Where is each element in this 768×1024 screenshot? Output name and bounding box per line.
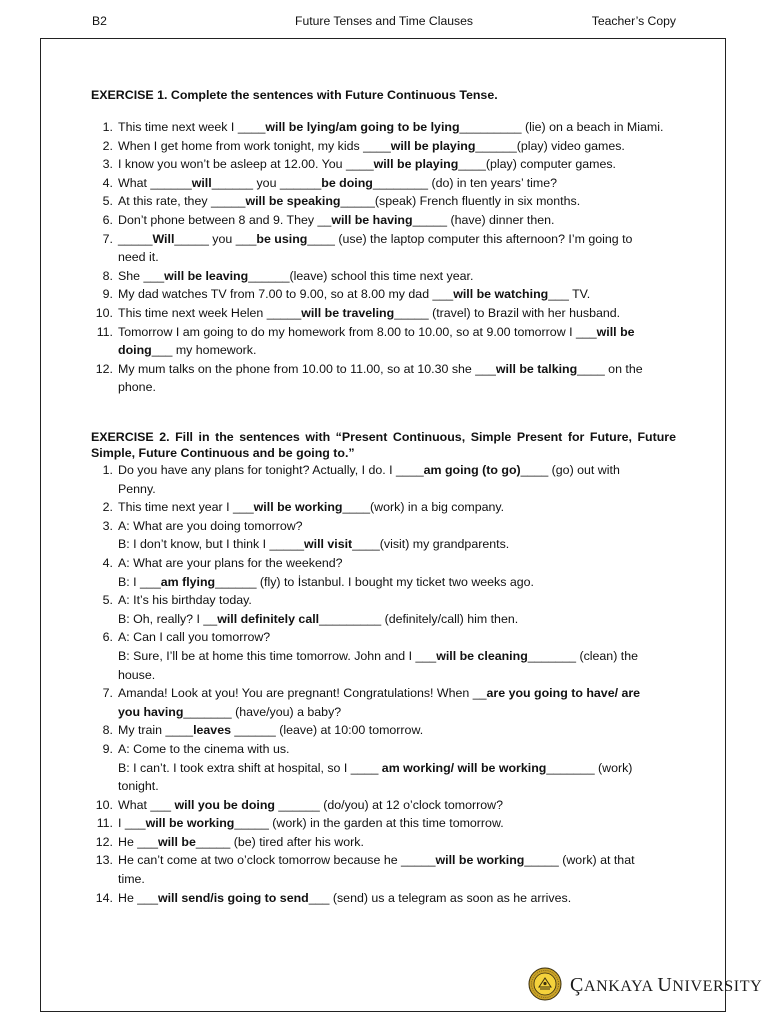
- item-text: [118, 591, 676, 628]
- exercise-1-list: [91, 118, 676, 397]
- answer-text: are you going to have/ are: [486, 686, 641, 701]
- prompt-text: Amanda! Look at you! You are pregnant! Congratulations! When __: [118, 686, 487, 701]
- exercise-2-title: EXERCISE 2. Fill in the sentences with “Present Continuous, Simple Present for Future, Future Simple, Future Continuous and be going to.”: [91, 430, 676, 460]
- item-line: [118, 851, 676, 870]
- item-line: [118, 155, 676, 174]
- item-text: [118, 498, 676, 517]
- prompt-text: She ___: [118, 268, 165, 283]
- item-line: [118, 285, 676, 304]
- prompt-text: ______ (fly) to İstanbul. I bought my ticket two weeks ago.: [215, 574, 534, 589]
- prompt-text: ______ (do/you) at 12 o’clock tomorrow?: [274, 797, 503, 812]
- prompt-text: My dad watches TV from 7.00 to 9.00, so at 8.00 my dad ___: [118, 287, 454, 302]
- list-item: [91, 684, 676, 721]
- exercise-1-title: EXERCISE 1. Complete the sentences with Future Continuous Tense.: [91, 88, 498, 102]
- item-line: [118, 684, 676, 703]
- item-text: [118, 211, 676, 230]
- item-line: [118, 304, 676, 323]
- prompt-text: _________ (definitely/call) him then.: [319, 611, 519, 626]
- prompt-text: _______ (have/you) a baby?: [183, 704, 342, 719]
- item-text: [118, 740, 676, 796]
- answer-text: will send/is going to send: [157, 890, 309, 905]
- header-title: Future Tenses and Time Clauses: [295, 14, 473, 28]
- answer-text: will be playing: [390, 138, 476, 153]
- list-item: [91, 628, 676, 684]
- prompt-text: This time next year I ___: [118, 500, 254, 515]
- list-item: [91, 517, 676, 554]
- item-line: [118, 378, 676, 397]
- list-item: [91, 461, 676, 498]
- prompt-text: ___ (send) us a telegram as soon as he arrives.: [308, 890, 572, 905]
- answer-text: leaves: [193, 723, 231, 738]
- prompt-text: _______ (clean) the: [527, 648, 638, 663]
- item-number: 12.: [95, 834, 113, 849]
- answer-text: will be: [157, 834, 196, 849]
- prompt-text: I ___: [118, 816, 146, 831]
- item-number: 5.: [102, 593, 113, 608]
- item-line: [118, 535, 676, 554]
- item-text: [118, 461, 676, 498]
- answer-text: will visit: [303, 537, 353, 552]
- list-item: [91, 740, 676, 796]
- prompt-text: He ___: [118, 834, 158, 849]
- item-line: [118, 554, 676, 573]
- answer-text: will be leaving: [164, 268, 249, 283]
- answer-text: will be working: [145, 816, 235, 831]
- university-name: ÇANKAYA UNIVERSITY: [570, 974, 763, 996]
- list-item: [91, 889, 676, 908]
- item-line: [118, 796, 676, 815]
- prompt-text: A: What are your plans for the weekend?: [118, 555, 343, 570]
- item-number: 12.: [95, 361, 113, 376]
- item-text: [118, 517, 676, 554]
- item-line: [118, 267, 676, 286]
- prompt-text: _________ (lie) on a beach in Miami.: [459, 120, 664, 134]
- list-item: [91, 591, 676, 628]
- item-number: 10.: [95, 797, 113, 812]
- item-line: [118, 721, 676, 740]
- prompt-text: B: I don’t know, but I think I _____: [118, 537, 304, 552]
- prompt-text: need it.: [118, 250, 159, 265]
- university-seal-icon: [528, 967, 562, 1001]
- item-number: 2.: [102, 500, 113, 515]
- item-line: [118, 230, 676, 249]
- item-line: [118, 777, 676, 796]
- answer-text: will be playing: [373, 157, 459, 172]
- item-number: 10.: [95, 305, 113, 320]
- item-text: [118, 230, 676, 267]
- prompt-text: ____ (go) out with: [520, 463, 620, 477]
- item-line: [118, 480, 676, 499]
- prompt-text: B: I ___: [118, 574, 161, 589]
- item-line: [118, 740, 676, 759]
- item-text: [118, 628, 676, 684]
- answer-text: you having: [118, 704, 184, 719]
- item-text: [118, 814, 676, 833]
- item-line: [118, 461, 676, 480]
- item-line: [118, 591, 676, 610]
- item-line: [118, 610, 676, 629]
- exercise-2-list: [91, 461, 676, 907]
- item-text: [118, 155, 676, 174]
- prompt-text: ______(leave) school this time next year.: [248, 268, 474, 283]
- prompt-text: ______(play) video games.: [475, 138, 625, 153]
- item-number: 14.: [95, 890, 113, 905]
- answer-text: will be working: [435, 853, 525, 868]
- prompt-text: house.: [118, 667, 156, 682]
- item-text: [118, 267, 676, 286]
- level-label: B2: [92, 14, 107, 28]
- answer-text: am flying: [160, 574, 216, 589]
- answer-text: will be working: [253, 500, 343, 515]
- answer-text: be doing: [321, 175, 373, 190]
- item-line: [118, 498, 676, 517]
- item-number: 5.: [102, 194, 113, 209]
- answer-text: will be watching: [453, 287, 549, 302]
- prompt-text: _____: [118, 231, 153, 246]
- item-text: [118, 192, 676, 211]
- item-line: [118, 137, 676, 156]
- item-number: 13.: [95, 853, 113, 868]
- item-number: 2.: [102, 138, 113, 153]
- item-line: [118, 628, 676, 647]
- prompt-text: What ___: [118, 797, 175, 812]
- item-number: 1.: [102, 120, 113, 134]
- list-item: [91, 323, 676, 360]
- item-line: [118, 573, 676, 592]
- prompt-text: ____(play) computer games.: [458, 157, 616, 172]
- item-line: [118, 323, 676, 342]
- answer-text: will be cleaning: [436, 648, 528, 663]
- prompt-text: _____(speak) French fluently in six months.: [340, 194, 581, 209]
- list-item: [91, 498, 676, 517]
- item-line: [118, 211, 676, 230]
- prompt-text: This time next week I ____: [118, 120, 266, 134]
- item-text: [118, 304, 676, 323]
- list-item: [91, 137, 676, 156]
- prompt-text: ____ (use) the laptop computer this afternoon? I’m going to: [307, 231, 633, 246]
- prompt-text: _______ (work): [546, 760, 633, 775]
- item-line: [118, 118, 676, 137]
- prompt-text: At this rate, they _____: [118, 194, 246, 209]
- prompt-text: Do you have any plans for tonight? Actually, I do. I ____: [118, 463, 424, 477]
- item-text: [118, 554, 676, 591]
- list-item: [91, 267, 676, 286]
- item-number: 6.: [102, 630, 113, 645]
- list-item: [91, 230, 676, 267]
- item-number: 7.: [102, 686, 113, 701]
- item-line: [118, 703, 676, 722]
- item-line: [118, 759, 676, 778]
- answer-text: will be talking: [495, 361, 578, 376]
- item-line: [118, 174, 676, 193]
- prompt-text: I know you won’t be asleep at 12.00. You ____: [118, 157, 374, 172]
- prompt-text: Penny.: [118, 481, 156, 496]
- item-number: 11.: [96, 816, 113, 831]
- item-line: [118, 647, 676, 666]
- answer-text: will you be doing: [174, 797, 275, 812]
- list-item: [91, 796, 676, 815]
- answer-text: will definitely call: [217, 611, 320, 626]
- prompt-text: phone.: [118, 380, 156, 395]
- prompt-text: B: I can’t. I took extra shift at hospital, so I ____: [118, 760, 382, 775]
- answer-text: be using: [256, 231, 308, 246]
- item-number: 9.: [102, 741, 113, 756]
- item-number: 4.: [102, 175, 113, 190]
- prompt-text: ____ on the: [577, 361, 643, 376]
- item-number: 9.: [102, 287, 113, 302]
- item-number: 11.: [96, 324, 113, 339]
- item-text: [118, 174, 676, 193]
- item-line: [118, 889, 676, 908]
- item-number: 6.: [102, 212, 113, 227]
- answer-text: am going (to go): [423, 463, 521, 477]
- item-line: [118, 517, 676, 536]
- prompt-text: _____ (have) dinner then.: [412, 212, 555, 227]
- item-text: [118, 833, 676, 852]
- prompt-text: ___ TV.: [548, 287, 591, 302]
- item-number: 1.: [102, 463, 113, 477]
- list-item: [91, 721, 676, 740]
- item-line: [118, 341, 676, 360]
- list-item: [91, 360, 676, 397]
- prompt-text: ______ (leave) at 10:00 tomorrow.: [230, 723, 424, 738]
- item-text: [118, 285, 676, 304]
- answer-text: will: [191, 175, 212, 190]
- item-number: 8.: [102, 268, 113, 283]
- item-number: 7.: [102, 231, 113, 246]
- prompt-text: What ______: [118, 175, 192, 190]
- prompt-text: When I get home from work tonight, my kids ____: [118, 138, 391, 153]
- prompt-text: Don’t phone between 8 and 9. They __: [118, 212, 332, 227]
- item-line: [118, 360, 676, 379]
- item-number: 4.: [102, 555, 113, 570]
- item-text: [118, 796, 676, 815]
- list-item: [91, 304, 676, 323]
- answer-text: will be traveling: [301, 305, 395, 320]
- item-line: [118, 870, 676, 889]
- university-logo: [528, 966, 763, 1002]
- copy-label: Teacher’s Copy: [591, 14, 676, 28]
- item-number: 8.: [102, 723, 113, 738]
- prompt-text: _____ (be) tired after his work.: [195, 834, 364, 849]
- prompt-text: _____ (work) in the garden at this time tomorrow.: [234, 816, 504, 831]
- list-item: [91, 192, 676, 211]
- list-item: [91, 851, 676, 888]
- answer-text: am working/ will be working: [381, 760, 547, 775]
- prompt-text: He can’t come at two o’clock tomorrow because he _____: [118, 853, 436, 868]
- item-line: [118, 833, 676, 852]
- list-item: [91, 155, 676, 174]
- prompt-text: A: Can I call you tomorrow?: [118, 630, 271, 645]
- prompt-text: A: What are you doing tomorrow?: [118, 518, 303, 533]
- item-text: [118, 889, 676, 908]
- list-item: [91, 833, 676, 852]
- item-text: [118, 360, 676, 397]
- list-item: [91, 118, 676, 137]
- prompt-text: My train ____: [118, 723, 194, 738]
- prompt-text: B: Sure, I’ll be at home this time tomorrow. John and I ___: [118, 648, 437, 663]
- page-header: [92, 14, 676, 32]
- answer-text: will be speaking: [245, 194, 341, 209]
- answer-text: will be: [596, 324, 635, 339]
- item-text: [118, 118, 676, 137]
- list-item: [91, 174, 676, 193]
- prompt-text: _____ (travel) to Brazil with her husband.: [394, 305, 621, 320]
- answer-text: Will: [152, 231, 175, 246]
- prompt-text: tonight.: [118, 779, 159, 794]
- prompt-text: _____ (work) at that: [524, 853, 635, 868]
- list-item: [91, 211, 676, 230]
- item-text: [118, 851, 676, 888]
- item-text: [118, 323, 676, 360]
- prompt-text: ___ my homework.: [151, 343, 257, 358]
- item-text: [118, 721, 676, 740]
- item-number: 3.: [102, 157, 113, 172]
- prompt-text: A: Come to the cinema with us.: [118, 741, 290, 756]
- list-item: [91, 285, 676, 304]
- prompt-text: A: It’s his birthday today.: [118, 593, 252, 608]
- answer-text: doing: [118, 343, 152, 358]
- prompt-text: ________ (do) in ten years’ time?: [372, 175, 558, 190]
- item-text: [118, 137, 676, 156]
- item-line: [118, 192, 676, 211]
- prompt-text: This time next week Helen _____: [118, 305, 302, 320]
- answer-text: will be lying/am going to be lying: [265, 120, 460, 134]
- prompt-text: He ___: [118, 890, 158, 905]
- item-line: [118, 814, 676, 833]
- item-line: [118, 666, 676, 685]
- item-text: [118, 684, 676, 721]
- prompt-text: ____(visit) my grandparents.: [352, 537, 510, 552]
- answer-text: will be having: [331, 212, 413, 227]
- item-number: 3.: [102, 518, 113, 533]
- item-line: [118, 248, 676, 267]
- prompt-text: Tomorrow I am going to do my homework from 8.00 to 10.00, so at 9.00 tomorrow I ___: [118, 324, 597, 339]
- prompt-text: ____(work) in a big company.: [342, 500, 505, 515]
- prompt-text: ______ you ______: [211, 175, 322, 190]
- prompt-text: _____ you ___: [174, 231, 257, 246]
- prompt-text: time.: [118, 872, 145, 887]
- list-item: [91, 554, 676, 591]
- list-item: [91, 814, 676, 833]
- prompt-text: B: Oh, really? I __: [118, 611, 218, 626]
- prompt-text: My mum talks on the phone from 10.00 to 11.00, so at 10.30 she ___: [118, 361, 496, 376]
